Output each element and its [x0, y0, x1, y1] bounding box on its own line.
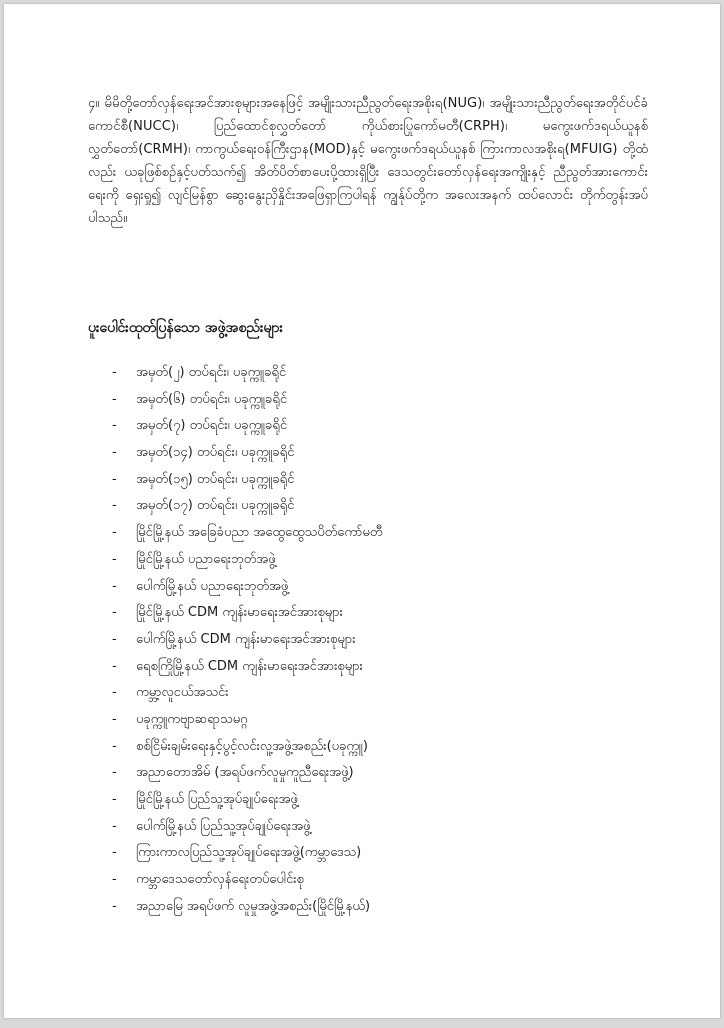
bullet-dash: - — [112, 658, 117, 674]
list-item — [88, 574, 668, 601]
bullet-dash: - — [112, 818, 117, 834]
organization-name: အမှတ်(၂) တပ်ရင်း၊ ပခုက္ကူခရိုင် — [136, 365, 287, 380]
organization-name: ကမ္ဘာ့လူငယ်အသင်း — [136, 685, 229, 701]
organization-name: မြိုင်မြို့နယ် ပညာရေးဘုတ်အဖွဲ့ — [136, 551, 276, 567]
section-heading: ပူးပေါင်းထုတ်ပြန်သော အဖွဲ့အစည်းများ — [88, 320, 284, 336]
bullet-dash: - — [112, 391, 117, 407]
bullet-dash: - — [112, 845, 117, 861]
bullet-dash: - — [112, 551, 117, 567]
bullet-dash: - — [112, 765, 117, 781]
bullet-dash: - — [112, 445, 117, 461]
bullet-dash: - — [112, 578, 117, 594]
organization-name: ပေါက်မြို့နယ် ပညာရေးဘုတ်အဖွဲ့ — [136, 578, 289, 594]
list-item — [88, 654, 668, 681]
organization-list — [88, 360, 668, 920]
bullet-dash: - — [112, 872, 117, 888]
bullet-dash: - — [112, 418, 117, 434]
list-item — [88, 627, 668, 654]
organization-name: ကြားကာလပြည်သူ့အုပ်ချုပ်ရေးအဖွဲ့(ကမ္ဘာဒေသ) — [136, 845, 362, 861]
organization-name: အမှတ်(၇) တပ်ရင်း၊ ပခုက္ကူခရိုင် — [136, 418, 288, 434]
document-page — [4, 4, 720, 1018]
statement-paragraph: ၄။ မိမိတို့တော်လှန်ရေးအင်အားစုများအနေဖြင့် အမျိုးသားညီညွတ်ရေးအစိုးရ(NUG)၊ အမျိုးသားညီညွတ်ရေးအတိုင်ပင်ခံကောင်စီ(NUCC)၊ ပြည်ထောင်စုလွှတ်တော် ကိုယ်စားပြုကော်မတီ(CRPH)၊ မကွေးဖက်ဒရယ်ယူနစ်လွှတ်တော်(CRMH)၊ ကာကွယ်ရေးဝန်ကြီးဌာန(MOD)နှင့် မကွေးဖက်ဒရယ်ယူနစ် ကြားကာလအစိုးရ(MFUIG) တို့ထံလည်း ယခုဖြစ်စဉ်နှင့်ပတ်သက်၍ အိတ်ပိတ်စာပေးပို့ထားရှိပြီး ဒေသတွင်းတော်လှန်ရေးအကျိုးနှင့် ညီညွတ်အားကောင်းရေးကို ရှေးရှု၍ လျင်မြန်စွာ ဆွေးနွေးညှိနှိုင်းအဖြေရှာကြပါရန် ကျွန်ုပ်တို့က အလေးအနက် ထပ်လောင်း တိုက်တွန်းအပ်ပါသည်။ — [88, 96, 648, 226]
list-item — [88, 440, 668, 467]
list-item — [88, 547, 668, 574]
list-item — [88, 787, 668, 814]
organization-name: အမှတ်(၁၇) တပ်ရင်း၊ ပခုက္ကူခရိုင် — [136, 498, 295, 514]
organization-name: ပေါက်မြို့နယ် ပြည်သူ့အုပ်ချုပ်ရေးအဖွဲ့ — [136, 818, 311, 834]
list-item — [88, 680, 668, 707]
list-item — [88, 707, 668, 734]
bullet-dash: - — [112, 631, 117, 647]
list-item — [88, 814, 668, 841]
list-item — [88, 600, 668, 627]
list-item — [88, 867, 668, 894]
organization-name: အမှတ်(၁၄) တပ်ရင်း၊ ပခုက္ကူခရိုင် — [136, 445, 295, 461]
bullet-dash: - — [112, 498, 117, 514]
bullet-dash: - — [112, 685, 117, 701]
organization-name: ကမ္ဘာဒေသတော်လှန်ရေးတပ်ပေါင်းစု — [136, 872, 304, 888]
list-item — [88, 360, 668, 387]
bullet-dash: - — [112, 738, 117, 754]
organization-name: အညာမြေ အရပ်ဖက် လူမှုအဖွဲ့အစည်း(မြိုင်မြို့နယ်) — [136, 898, 371, 914]
bullet-dash: - — [112, 605, 117, 621]
bullet-dash: - — [112, 792, 117, 807]
list-item — [88, 734, 668, 761]
organization-name: မြိုင်မြို့နယ် အခြေခံပညာ အထွေထွေသပိတ်ကော်မတီ — [136, 525, 383, 541]
organization-name: ပေါက်မြို့နယ် CDM ကျန်းမာရေးအင်အားစုများ — [136, 631, 356, 647]
list-item — [88, 520, 668, 547]
organization-name: ပခုက္ကူကဗျာဆရာသမဂ္ဂ — [136, 711, 248, 727]
bullet-dash: - — [112, 898, 117, 914]
bullet-dash: - — [112, 711, 117, 727]
list-item — [88, 493, 668, 520]
list-item — [88, 413, 668, 440]
organization-name: ရေစကြိုမြို့နယ် CDM ကျန်းမာရေးအင်အားစုများ — [136, 658, 363, 674]
organization-name: အညာတောအိမ် (အရပ်ဖက်လူမှုကူညီရေးအဖွဲ့) — [136, 765, 354, 781]
organization-name: စစ်ငြိမ်းချမ်းရေးနှင့်ပွင့်လင်းလူ့အဖွဲ့အစည်း(ပခုက္ကူ) — [136, 738, 368, 754]
organization-name: အမှတ်(၁၅) တပ်ရင်း၊ ပခုက္ကူခရိုင် — [136, 471, 295, 487]
bullet-dash: - — [112, 525, 117, 541]
list-item — [88, 387, 668, 414]
bullet-dash: - — [112, 365, 117, 380]
list-item — [88, 760, 668, 787]
organization-name: အမှတ်(၆) တပ်ရင်း၊ ပခုက္ကူခရိုင် — [136, 391, 288, 407]
organization-name: မြိုင်မြို့နယ် CDM ကျန်းမာရေးအင်အားစုများ — [136, 605, 343, 621]
list-item — [88, 840, 668, 867]
list-item — [88, 467, 668, 494]
bullet-dash: - — [112, 471, 117, 487]
organization-name: မြိုင်မြို့နယ် ပြည်သူ့အုပ်ချုပ်ရေးအဖွဲ့ — [136, 792, 298, 807]
list-item — [88, 894, 668, 921]
